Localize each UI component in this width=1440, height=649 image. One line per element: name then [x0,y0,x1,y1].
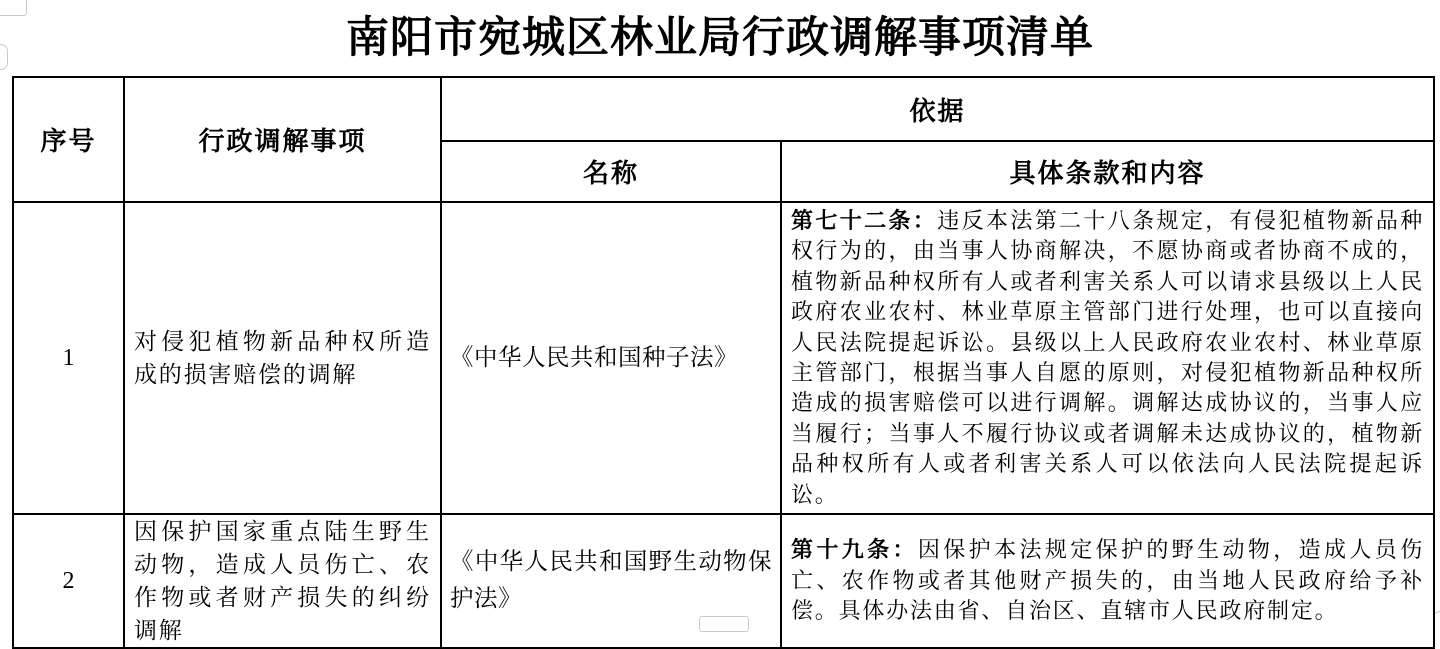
table-header [13,77,1434,202]
column-header-index: 序号 [13,77,124,202]
row-clause-cell [781,514,1434,648]
row-basis-name: 《中华人民共和国野生动物保护法》 [441,514,781,648]
column-header-item: 行政调解事项 [124,77,441,202]
column-header-basis-name: 名称 [441,141,781,202]
column-header-basis: 依据 [441,77,1434,141]
row-basis-name: 《中华人民共和国种子法》 [441,202,781,514]
clause-text: 违反本法第二十八条规定，有侵犯植物新品种权行为的，由当事人协商解决，不愿协商或者协商不成的，植物新品种权所有人或者利害关系人可以请求县级以上人民政府农业农村、林业草原主管部门进行处理，也可以直接向人民法院提起诉讼。县级以上人民政府农业农村、林业草原主管部门，根据当事人自愿的原则，对侵犯植物新品种权所造成的损害赔偿可以进行调解。调解达成协议的，当事人应当履行；当事人不履行协议或者调解未达成协议的，植物新品种权所有人或者利害关系人可以依法向人民法院提起诉讼。 [791,207,1425,507]
row-clause-cell [781,202,1434,514]
table-body [13,202,1434,648]
clause-text: 因保护本法规定保护的野生动物，造成人员伤亡、农作物或者其他财产损失的，由当地人民政府给予补偿。具体办法由省、自治区、直辖市人民政府制定。 [791,537,1425,624]
clause-article-number: 第七十二条： [791,207,938,233]
row-index: 1 [13,202,124,514]
table-row [13,514,1434,648]
column-header-basis-clause: 具体条款和内容 [781,141,1434,202]
page-title: 南阳市宛城区林业局行政调解事项清单 [346,15,1094,62]
mediation-items-table [12,76,1435,649]
clause-article-number: 第十九条： [791,537,918,563]
row-mediation-item: 因保护国家重点陆生野生动物，造成人员伤亡、农作物或者财产损失的纠纷调解 [124,514,441,648]
row-index: 2 [13,514,124,648]
table-row [13,202,1434,514]
row-mediation-item: 对侵犯植物新品种权所造成的损害赔偿的调解 [124,202,441,514]
header-row-basis [13,77,1434,141]
